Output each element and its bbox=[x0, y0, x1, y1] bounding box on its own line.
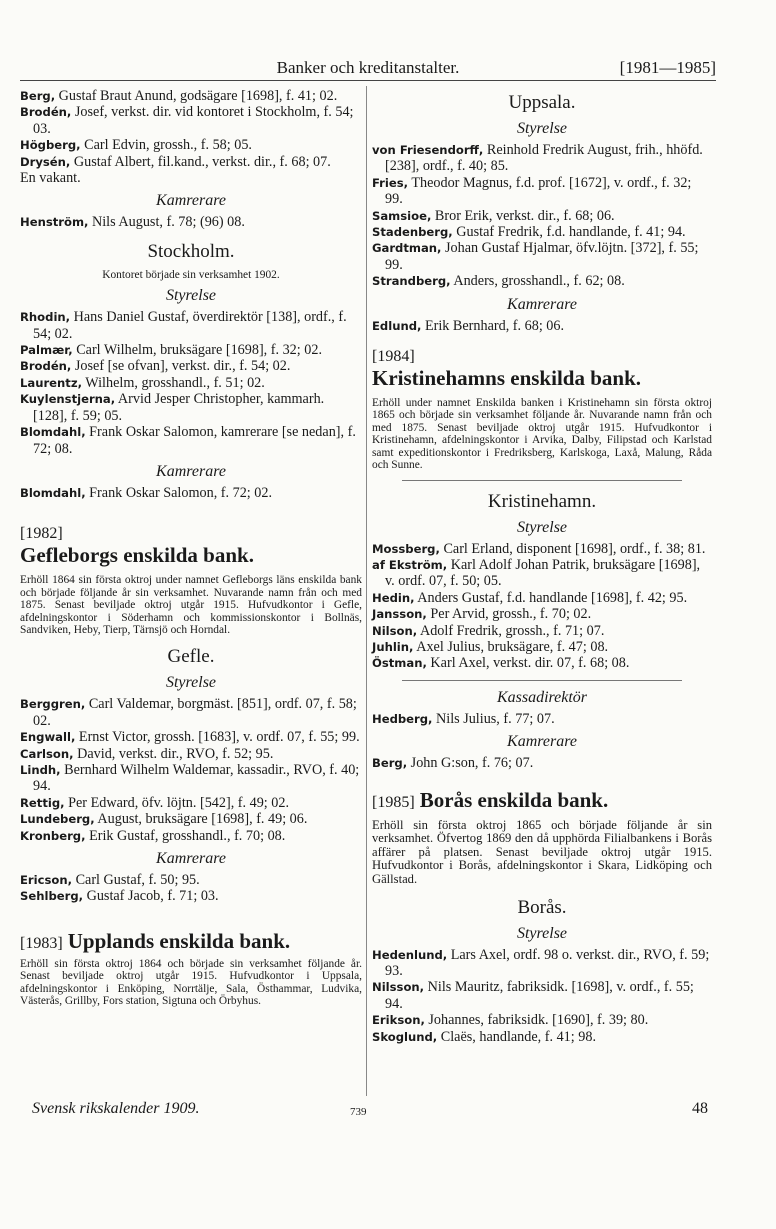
kristinehamn-kamrerare-entries bbox=[372, 755, 712, 771]
entry-row bbox=[20, 375, 362, 391]
boras-entries bbox=[372, 947, 712, 1045]
left-column bbox=[20, 88, 362, 1011]
person-name: Nilsson, bbox=[372, 980, 425, 995]
person-name: Berggren, bbox=[20, 697, 86, 712]
entry-row bbox=[372, 142, 712, 175]
bank-title: Gefleborgs enskilda bank. bbox=[20, 543, 254, 568]
person-name: Henström, bbox=[20, 215, 89, 230]
entry-row bbox=[372, 590, 712, 606]
person-details: Nils August, f. 78; (96) 08. bbox=[88, 214, 245, 231]
person-details: Axel Julius, bruksägare, f. 47; 08. bbox=[413, 638, 609, 655]
bank-number: [1984] bbox=[372, 348, 415, 366]
person-name: Hedberg, bbox=[372, 711, 433, 726]
entry-row bbox=[20, 696, 362, 729]
person-details: Gustaf Fredrik, f.d. handlande, f. 41; 94. bbox=[452, 224, 686, 241]
top-entries bbox=[20, 88, 362, 170]
styrelse-heading: Styrelse bbox=[516, 120, 568, 137]
entry-row bbox=[372, 979, 712, 1012]
city-heading-uppsala: Uppsala. bbox=[508, 92, 576, 113]
person-name: Engwall, bbox=[20, 730, 76, 745]
page-code: 739 bbox=[350, 1106, 367, 1118]
person-name: Mossberg, bbox=[372, 541, 440, 556]
entry-row bbox=[20, 137, 362, 153]
person-details: David, verkst. dir., RVO, f. 52; 95. bbox=[73, 745, 274, 762]
person-name: Lundeberg, bbox=[20, 812, 95, 827]
entry-row bbox=[20, 795, 362, 811]
stockholm-entries bbox=[20, 309, 362, 457]
person-details: August, bruksägare [1698], f. 49; 06. bbox=[94, 811, 308, 828]
entry-row bbox=[372, 224, 712, 240]
entry-row bbox=[372, 175, 712, 208]
person-details: Carl Edvin, grossh., f. 58; 05. bbox=[80, 137, 252, 154]
bank-heading-1984 bbox=[372, 348, 712, 391]
publication-name: Svensk rikskalender 1909. bbox=[32, 1100, 200, 1117]
kamrerare-heading: Kamrerare bbox=[507, 733, 577, 751]
person-name: von Friesendorff, bbox=[372, 143, 484, 157]
person-details: Gustaf Braut Anund, godsägare [1698], f. 41; 02. bbox=[55, 88, 338, 104]
right-column bbox=[372, 88, 712, 1045]
entry-row bbox=[20, 154, 362, 170]
person-details: Gustaf Jacob, f. 71; 03. bbox=[83, 888, 219, 905]
entry-row bbox=[372, 240, 712, 273]
entry-row bbox=[20, 485, 362, 501]
city-heading-kristinehamn: Kristinehamn. bbox=[487, 490, 597, 512]
entry-row bbox=[372, 557, 712, 590]
entry-row bbox=[20, 888, 362, 904]
entry-row bbox=[372, 1029, 712, 1045]
entry-row bbox=[372, 711, 712, 727]
person-details: Josef [se ofvan], verkst. dir., f. 54; 02. bbox=[71, 358, 291, 375]
person-name: Stadenberg, bbox=[372, 225, 453, 240]
stockholm-note: Kontoret började sin verksamhet 1902. bbox=[102, 268, 280, 281]
entry-row bbox=[372, 1012, 712, 1028]
person-name: Blomdahl, bbox=[20, 425, 86, 440]
person-details: Ernst Victor, grossh. [1683], v. ordf. 07, f. 55; 99. bbox=[75, 729, 360, 746]
entry-row bbox=[20, 424, 362, 457]
vacant-note: En vakant. bbox=[20, 170, 81, 187]
person-details: Anders Gustaf, f.d. handlande [1698], f. 42; 95. bbox=[414, 589, 688, 606]
person-name: Drysén, bbox=[20, 154, 71, 169]
person-name: Edlund, bbox=[372, 318, 422, 333]
entry-row bbox=[20, 104, 362, 137]
entry-row bbox=[20, 342, 362, 358]
bank-history-note: Erhöll under namnet Enskilda banken i Kristinehamn sin första oktroj 1865 och började sin verksamhet följande år. Nuvarande namn från och med 1875. Senast beviljade oktroj utgår 1915. Hufvudkontor i Kristinehamn, afdelningskontor i Arvika, Dalby, Filipstad och Karlstad samt expeditionskontor i Fredriksberg, Karlskoga, Laxå, Malung, Råda och Sunne. bbox=[372, 397, 712, 472]
kamrerare-entries bbox=[20, 214, 362, 230]
person-name: Blomdahl, bbox=[20, 485, 86, 500]
person-details: Reinhold Fredrik August, frih., hhöfd. [238], ordf., f. 40; 85. bbox=[385, 142, 703, 175]
person-name: Erikson, bbox=[372, 1013, 425, 1028]
stockholm-kamrerare-entries bbox=[20, 485, 362, 501]
gefle-entries bbox=[20, 696, 362, 844]
entry-row bbox=[20, 358, 362, 374]
person-details: Anders, grosshandl., f. 62; 08. bbox=[450, 273, 625, 290]
styrelse-heading: Styrelse bbox=[165, 287, 217, 305]
person-name: Ericson, bbox=[20, 873, 73, 887]
person-details: Karl Adolf Johan Patrik, bruksägare [1698], v. ordf. 07, f. 50; 05. bbox=[385, 556, 701, 590]
kamrerare-heading: Kamrerare bbox=[156, 192, 226, 210]
person-details: Theodor Magnus, f.d. prof. [1672], v. ordf., f. 32; 99. bbox=[385, 174, 692, 208]
bank-title: Kristinehamns enskilda bank. bbox=[372, 366, 642, 391]
person-details: Adolf Fredrik, grossh., f. 71; 07. bbox=[417, 622, 605, 639]
person-name: Rhodin, bbox=[20, 310, 71, 325]
person-details: Gustaf Albert, fil.kand., verkst. dir., f. 68; 07. bbox=[70, 153, 331, 170]
person-name: Carlson, bbox=[20, 746, 74, 761]
person-details: Erik Gustaf, grosshandl., f. 70; 08. bbox=[85, 827, 286, 844]
person-details: John G:son, f. 76; 07. bbox=[407, 755, 534, 772]
person-details: Frank Oskar Salomon, kamrerare [se nedan], f. 72; 08. bbox=[33, 424, 356, 457]
entry-row bbox=[20, 811, 362, 827]
entry-row bbox=[372, 639, 712, 655]
person-details: Carl Valdemar, borgmäst. [851], ordf. 07, f. 58; 02. bbox=[33, 696, 357, 729]
person-details: Wilhelm, grosshandl., f. 51; 02. bbox=[82, 374, 265, 391]
entry-row bbox=[20, 214, 362, 230]
bank-title: Upplands enskilda bank. bbox=[67, 928, 291, 953]
bank-history-note: Erhöll 1864 sin första oktroj under namnet Gefleborgs läns enskilda bank och började följande år sin verksamhet. Nuvarande namn från och med 1875. Senast beviljade oktroj utgår 1915. Hufvudkontor i Gefle, afdelningskontor i Söderhamn och kommissionskontor i Bollnäs, Sandviken, Heby, Tierp, Tärnsjö och Horndal. bbox=[20, 574, 362, 636]
person-details: Bernhard Wilhelm Waldemar, kassadir., RVO, f. 40; 94. bbox=[33, 761, 360, 795]
uppsala-entries bbox=[372, 142, 712, 290]
page-number: 48 bbox=[692, 1100, 708, 1117]
person-details: Lars Axel, ordf. 98 o. verkst. dir., RVO, f. 59; 93. bbox=[385, 946, 710, 979]
section-divider bbox=[402, 680, 682, 681]
bank-number: [1982] bbox=[20, 525, 63, 543]
bank-history-note: Erhöll sin första oktroj 1865 och började följande år sin verksamhet. Öfvertog 1869 den då upphörda Filialbankens i Borås affärer på platsen. Senast beviljade oktroj utgår 1915. Hufvudkontor i Borås, afdelningskontor i Skara, Lidköping och Gällstad. bbox=[372, 817, 712, 886]
person-name: Palmær, bbox=[20, 343, 73, 358]
person-name: Berg, bbox=[20, 89, 56, 103]
bank-heading-1982 bbox=[20, 525, 362, 568]
section-divider bbox=[402, 480, 682, 481]
entry-row bbox=[20, 746, 362, 762]
person-name: Nilson, bbox=[372, 623, 418, 638]
bank-number: [1985] bbox=[372, 793, 415, 811]
person-details: Nils Mauritz, fabriksidk. [1698], v. ordf., f. 55; 94. bbox=[385, 979, 694, 1012]
bank-heading-1985 bbox=[372, 788, 712, 813]
entry-row bbox=[20, 309, 362, 342]
entry-row bbox=[20, 729, 362, 745]
person-details: Karl Axel, verkst. dir. 07, f. 68; 08. bbox=[426, 655, 630, 672]
person-name: Kronberg, bbox=[20, 828, 86, 843]
kassadirektor-heading: Kassadirektör bbox=[496, 688, 588, 706]
person-details: Claës, handlande, f. 41; 98. bbox=[437, 1028, 596, 1045]
kamrerare-heading: Kamrerare bbox=[507, 295, 577, 313]
person-name: Kuylenstjerna, bbox=[20, 392, 116, 407]
entry-row bbox=[20, 872, 362, 888]
person-name: Berg, bbox=[372, 756, 408, 771]
styrelse-heading: Styrelse bbox=[165, 674, 217, 692]
entry-row bbox=[372, 947, 712, 980]
kassadirektor-entries bbox=[372, 711, 712, 727]
entry-row bbox=[20, 391, 362, 424]
person-details: Bror Erik, verkst. dir., f. 68; 06. bbox=[431, 207, 615, 224]
person-details: Erik Bernhard, f. 68; 06. bbox=[421, 317, 565, 334]
person-name: Jansson, bbox=[372, 607, 427, 622]
city-heading-stockholm: Stockholm. bbox=[147, 240, 235, 262]
person-details: Johan Gustaf Hjalmar, öfv.löjtn. [372], f. 55; 99. bbox=[385, 240, 699, 273]
person-details: Hans Daniel Gustaf, överdirektör [138], ordf., f. 54; 02. bbox=[33, 309, 347, 342]
person-details: Carl Wilhelm, bruksägare [1698], f. 32; 02. bbox=[72, 342, 323, 359]
kamrerare-heading: Kamrerare bbox=[156, 462, 226, 480]
person-name: af Ekström, bbox=[372, 557, 448, 572]
entry-row bbox=[20, 828, 362, 844]
entry-row bbox=[372, 318, 712, 334]
bank-heading-1983 bbox=[20, 929, 362, 954]
person-details: Frank Oskar Salomon, f. 72; 02. bbox=[85, 484, 273, 501]
person-name: Strandberg, bbox=[372, 274, 451, 289]
bank-title: Borås enskilda bank. bbox=[419, 787, 609, 812]
entry-row bbox=[372, 623, 712, 639]
person-name: Rettig, bbox=[20, 795, 65, 810]
person-name: Hedenlund, bbox=[372, 947, 448, 962]
entry-row bbox=[20, 88, 362, 104]
gefle-kamrerare-entries bbox=[20, 872, 362, 905]
column-divider bbox=[366, 86, 367, 1096]
person-name: Hedin, bbox=[372, 590, 415, 605]
person-name: Östman, bbox=[372, 656, 427, 671]
uppsala-kamrerare-entries bbox=[372, 318, 712, 334]
person-details: Johannes, fabriksidk. [1690], f. 39; 80. bbox=[424, 1012, 649, 1029]
person-name: Brodén, bbox=[20, 359, 72, 374]
city-heading-boras: Borås. bbox=[517, 896, 567, 918]
bank-number: [1983] bbox=[20, 934, 63, 952]
person-details: Carl Gustaf, f. 50; 95. bbox=[72, 872, 200, 888]
entry-row bbox=[372, 755, 712, 771]
person-details: Josef, verkst. dir. vid kontoret i Stockholm, f. 54; 03. bbox=[33, 104, 354, 137]
entry-row bbox=[372, 273, 712, 289]
person-name: Lindh, bbox=[20, 762, 61, 777]
entry-range: [1981—1985] bbox=[619, 58, 716, 77]
person-name: Gardtman, bbox=[372, 241, 442, 256]
person-name: Juhlin, bbox=[372, 639, 414, 654]
styrelse-heading: Styrelse bbox=[516, 518, 568, 536]
person-name: Fries, bbox=[372, 175, 409, 190]
entry-row bbox=[372, 541, 712, 557]
person-details: Per Edward, öfv. löjtn. [542], f. 49; 02. bbox=[64, 794, 290, 811]
kristinehamn-entries bbox=[372, 541, 712, 672]
person-name: Sehlberg, bbox=[20, 889, 84, 904]
person-details: Nils Julius, f. 77; 07. bbox=[432, 710, 555, 727]
person-name: Laurentz, bbox=[20, 375, 82, 390]
person-name: Högberg, bbox=[20, 138, 81, 153]
kamrerare-heading: Kamrerare bbox=[156, 850, 226, 867]
entry-row bbox=[372, 208, 712, 224]
city-heading-gefle: Gefle. bbox=[167, 646, 215, 668]
page-header bbox=[20, 56, 716, 81]
person-name: Skoglund, bbox=[372, 1029, 438, 1044]
person-details: Per Arvid, grossh., f. 70; 02. bbox=[426, 606, 592, 623]
bank-history-note: Erhöll sin första oktroj 1864 och började sin verksamhet följande år. Senast beviljade oktroj utgår 1915. Hufvudkontor i Uppsala, afdelningskontor i Enköping, Norrtälje, Sala, Östhammar, Ludvika, Västerås, Grillby, Fors station, Sigtuna och Örbyhus. bbox=[20, 957, 362, 1008]
entry-row bbox=[372, 606, 712, 622]
person-name: Brodén, bbox=[20, 105, 72, 120]
person-name: Samsioe, bbox=[372, 208, 432, 223]
entry-row bbox=[20, 762, 362, 795]
entry-row bbox=[372, 655, 712, 671]
person-details: Arvid Jesper Christopher, kammarh. [128], f. 59; 05. bbox=[33, 391, 325, 424]
styrelse-heading: Styrelse bbox=[516, 924, 568, 942]
person-details: Carl Erland, disponent [1698], ordf., f. 38; 81. bbox=[439, 540, 706, 557]
running-title: Banker och kreditanstalter. bbox=[276, 58, 460, 77]
